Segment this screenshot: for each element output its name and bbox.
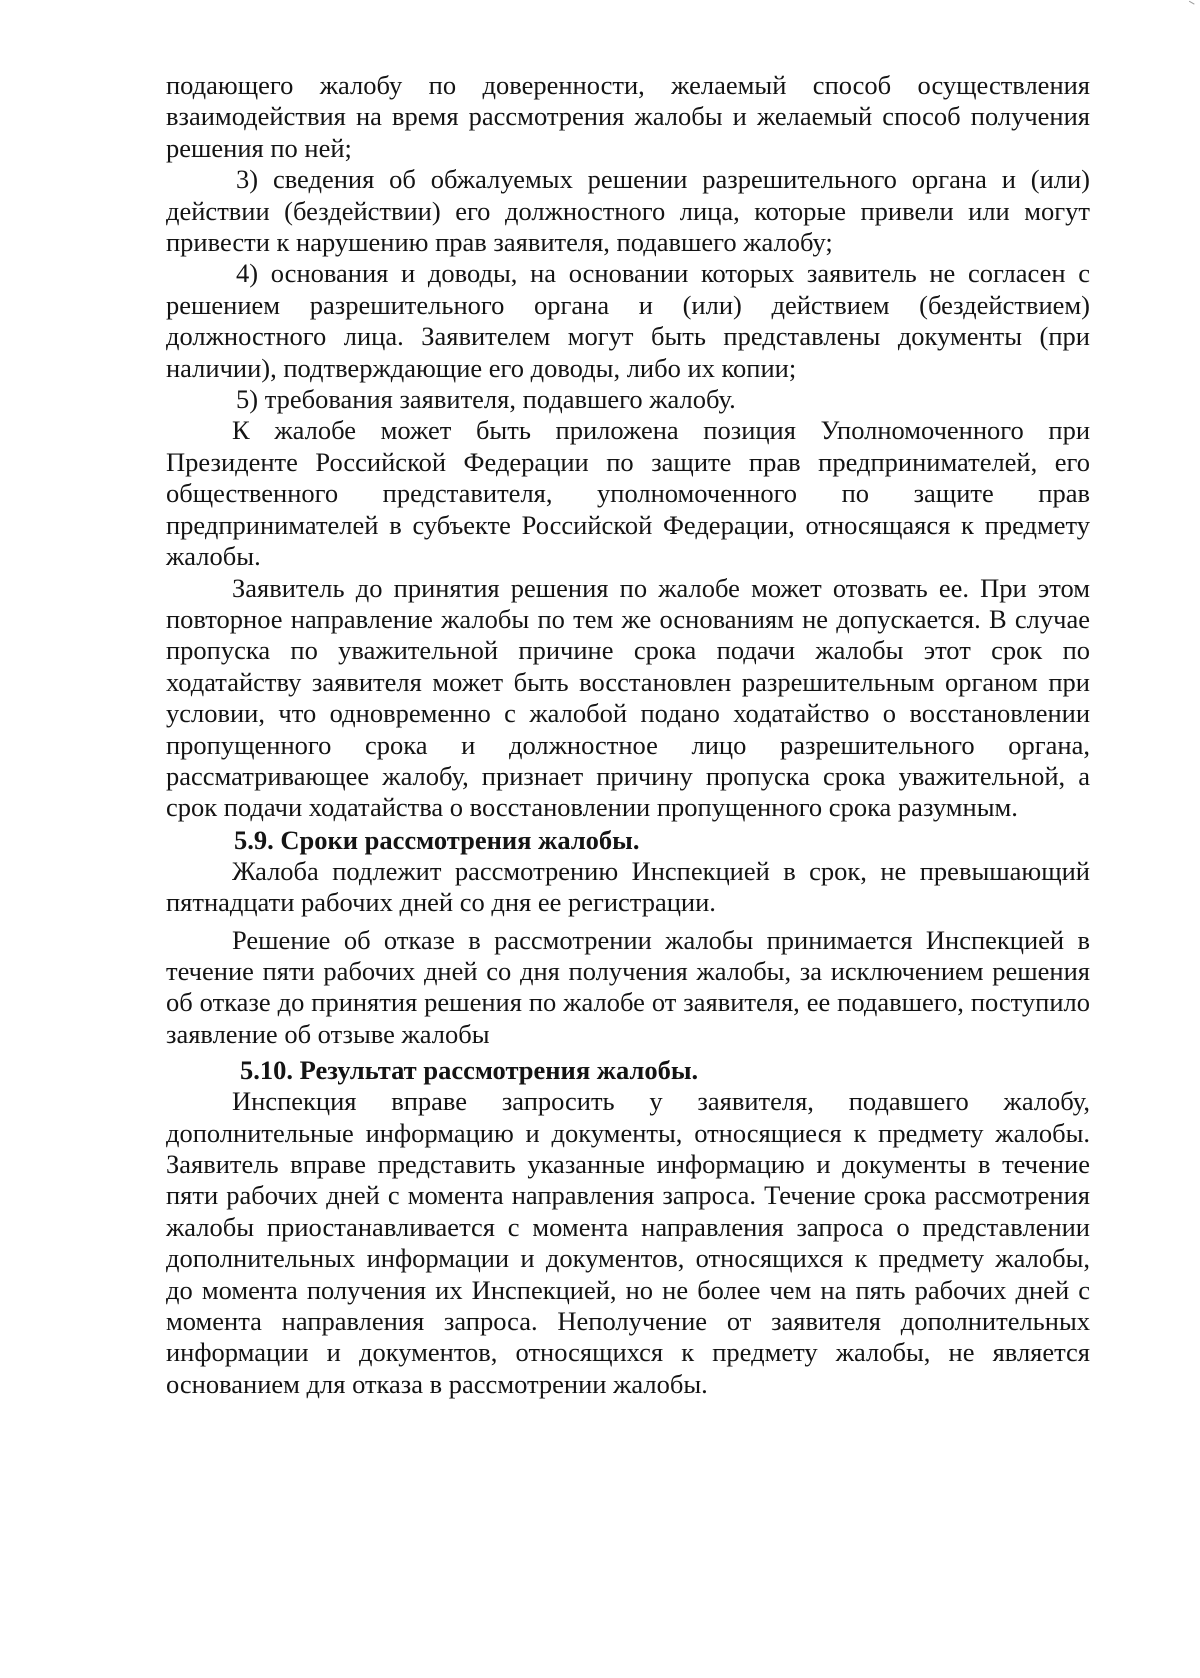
paragraph-review-term: Жалоба подлежит рассмотрению Инспекцией в срок, не превышающий пятнадцати рабочих дней со дня ее регистрации. [166,855,1090,918]
scan-corner-mark [1187,1,1194,7]
paragraph-ombudsman-position: К жалобе может быть приложена позиция Уполномоченного при Президенте Российской Федерации по защите прав предпринимателей, его общественного представителя, уполномоченного по защите прав предпринимателей в субъекте Российской Федерации, относящаяся к предмету жалобы. [166,415,1090,572]
list-item-3: 3) сведения об обжалуемых решении разрешительного органа и (или) действии (бездействии) его должностного лица, которые привели или могут привести к нарушению прав заявителя, подавшего жалобу; [166,164,1090,258]
paragraph-withdrawal: Заявитель до принятия решения по жалобе может отозвать ее. При этом повторное направление жалобы по тем же основаниям не допускается. В случае пропуска по уважительной причине срока подачи жалобы этот срок по ходатайству заявителя может быть восстановлен разрешительным органом при условии, что одновременно с жалобой подано ходатайство о восстановлении пропущенного срока и должностное лицо разрешительного органа, рассматривающее жалобу, признает причину пропуска срока уважительной, а срок подачи ходатайства о восстановлении пропущенного срока разумным. [166,572,1090,823]
section-heading-5-10: 5.10. Результат рассмотрения жалобы. [240,1055,699,1086]
paragraph-refusal-decision: Решение об отказе в рассмотрении жалобы принимается Инспекцией в течение пяти рабочих дней со дня получения жалобы, за исключением решения об отказе до принятия решения по жалобе от заявителя, ее подавшего, поступило заявление об отзыве жалобы [166,924,1090,1049]
list-item-4: 4) основания и доводы, на основании которых заявитель не согласен с решением разрешительного органа и (или) действием (бездействием) должностного лица. Заявителем могут быть представлены документы (при наличии), подтверждающие его доводы, либо их копии; [166,258,1090,383]
section-heading-5-9: 5.9. Сроки рассмотрения жалобы. [234,824,640,855]
paragraph-review-result: Инспекция вправе запросить у заявителя, подавшего жалобу, дополнительные информацию и документы, относящиеся к предмету жалобы. Заявитель вправе представить указанные информацию и документы в течение пяти рабочих дней с момента направления запроса. Течение срока рассмотрения жалобы приостанавливается с момента направления запроса о представлении дополнительных информации и документов, относящихся к предмету жалобы, до момента получения их Инспекцией, но не более чем на пять рабочих дней с момента направления запроса. Неполучение от заявителя дополнительных информации и документов, относящихся к предмету жалобы, не является основанием для отказа в рассмотрении жалобы. [166,1086,1090,1399]
list-item-5: 5) требования заявителя, подавшего жалобу. [236,384,736,415]
paragraph-continuation: подающего жалобу по доверенности, желаемый способ осуществления взаимодействия на время рассмотрения жалобы и желаемый способ получения решения по ней; [166,70,1090,163]
document-body [166,70,1090,1400]
